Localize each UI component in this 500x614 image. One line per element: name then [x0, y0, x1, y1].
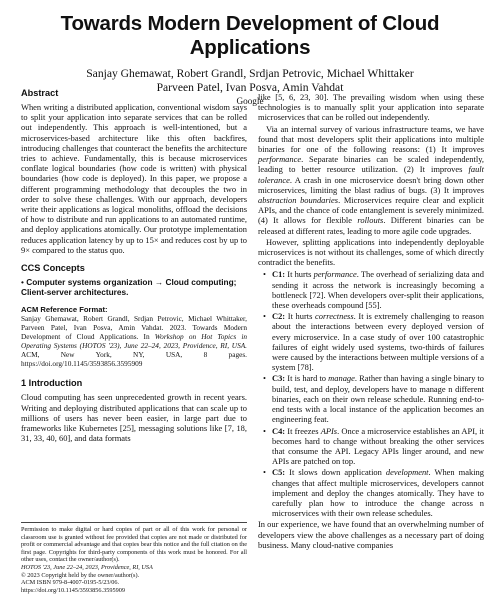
ccs-concepts	[21, 277, 247, 297]
acm-reference	[21, 305, 247, 368]
challenges-list	[258, 269, 484, 518]
acm-reference-doi: ACM, New York, NY, USA, 8 pages. https://doi.org/10.1145/3593856.3595909	[21, 350, 247, 369]
affiliation: Google	[236, 96, 264, 106]
right-column	[258, 92, 484, 550]
footnote-doi: https://doi.org/10.1145/3593856.3595909	[21, 586, 125, 594]
paper-title: Towards Modern Development of Cloud Applications	[60, 12, 440, 59]
right-paragraph-4: In our experience, we have found that an overwhelming number of developers view the above challenges as a necessary part of doing business. Many cloud-native companies	[258, 519, 484, 550]
footnote-copyright: © 2023 Copyright held by the owner/author(s).	[21, 571, 140, 579]
challenge-item-c4: • C4: It freezes APIs. Once a microservice establishes an API, it becomes hard to change without breaking the other services that consume the API. Legacy APIs linger around, and new APIs are patched on top.	[258, 426, 484, 467]
ccs-bullet: •	[21, 277, 24, 288]
abstract-text: When writing a distributed application, conventional wisdom says to split your application into separate services that can be rolled out independently. This approach is well-intentioned, but a microservices-based architecture like this often backfires, introducing challenges that counteract the benefits the architecture tries to achieve. Fundamentally, this is because microservices conflate logical boundaries (how code is written) with physical boundaries (how code is deployed). In this paper, we propose a different programming methodology that decouples the two in order to solve these challenges. With our approach, developers write their applications as logical monoliths, offload the decisions of how to distribute and run applications to an automated runtime, and deploy applications atomically. Our prototype implementation reduces application latency by up to 15× and reduces cost by up to 9× compared to the status quo.	[21, 102, 247, 255]
ccs-text: Computer systems organization → Cloud computing; Client-server architectures.	[21, 277, 237, 298]
abstract-heading: Abstract	[21, 88, 59, 98]
challenge-item-c1: • C1: It hurts performance. The overhead of serializing data and sending it across the network is increasingly becoming a bottleneck [72]. When developers over-split their applications, these overheads compound [55].	[258, 269, 484, 310]
authors-line-2: Parveen Patel, Ivan Posva, Amin Vahdat	[156, 81, 344, 94]
right-paragraph-3: However, splitting applications into independently deployable microservices is not without its challenges, some of which directly contradict the benefits.	[258, 236, 484, 268]
footnote-isbn: ACM ISBN 979-8-4007-0195-5/23/06.	[21, 579, 120, 587]
challenge-item-c2: • C2: It hurts correctness. It is extremely challenging to reason about the interactions between every deployed version of every microservice. In a case study of over 100 catastrophic failures of eight widely used systems, two-thirds of failures were caused by the interactions between multiple versions of a system [78].	[258, 311, 484, 372]
acm-reference-text: Sanjay Ghemawat, Robert Grandl, Srdjan Petrovic, Michael Whittaker, Parveen Patel, Ivan Posva, Amin Vahdat. 2023. Towards Modern Development of Cloud Applications. In	[21, 314, 247, 342]
permission-notice: Permission to make digital or hard copies of part or all of this work for personal or classroom use is granted without fee provided that copies are not made or distributed for profit or commercial advantage and that copies bear this notice and the full citation on the first page. Copyrights for third-party components of this work must be honored. For all other uses, contact the owner/author(s).	[21, 526, 247, 564]
acm-reference-venue: Workshop on Hot Topics in Operating Systems (HOTOS '23), June 22–24, 2023, Providence, RI, USA.	[21, 332, 247, 351]
left-column	[21, 88, 247, 443]
intro-heading: 1 Introduction	[21, 378, 83, 389]
challenge-item-c3: • C3: It is hard to manage. Rather than having a single binary to build, test, and deploy, developers have to manage n different binaries, each on their own release schedule. Running end-to-end tests with a local instance of the application becomes an engineering feat.	[258, 373, 484, 424]
copyright-footnote	[21, 522, 247, 594]
right-paragraph-1: like [5, 6, 23, 30]. The prevailing wisdom when using these technologies is to manually split your application into separate microservices that can be rolled out independently.	[258, 92, 484, 123]
footnote-rule	[21, 522, 247, 523]
challenge-item-c5: • C5: It slows down application development. When making changes that affect multiple microservices, developers cannot implement and deploy the changes atomically. They have to carefully plan how to introduce the change across n microservices with their own release schedules.	[258, 467, 484, 518]
footnote-venue: HOTOS '23, June 22–24, 2023, Providence, RI, USA	[21, 563, 153, 571]
right-paragraph-2: Via an internal survey of various infrastructure teams, we have found that most developers split their applications into multiple binaries for one of the following reasons: (1) It improves performance. Separate binaries can be scaled independently, leading to better resource utilization. (2) It improves fault tolerance. A crash in one microservice doesn't bring down other microservices, limiting the blast radius of bugs. (3) It improves abstraction boundaries. Microservices require clear and explicit APIs, and the chance of code entanglement is severely minimized. (4) It allows for flexible rollouts. Different binaries can be released at different rates, leading to more agile code upgrades.	[258, 123, 484, 236]
authors-line-1: Sanjay Ghemawat, Robert Grandl, Srdjan Petrovic, Michael Whittaker	[86, 67, 414, 80]
acm-reference-label: ACM Reference Format:	[21, 305, 108, 315]
ccs-heading: CCS Concepts	[21, 263, 85, 274]
intro-text: Cloud computing has seen unprecedented growth in recent years. Writing and deploying distributed applications that can scale up to millions of users has never been easier, in large part due to frameworks like Kubernetes [25], messaging solutions like [7, 18, 31, 33, 40, 60], and data formats	[21, 392, 247, 444]
